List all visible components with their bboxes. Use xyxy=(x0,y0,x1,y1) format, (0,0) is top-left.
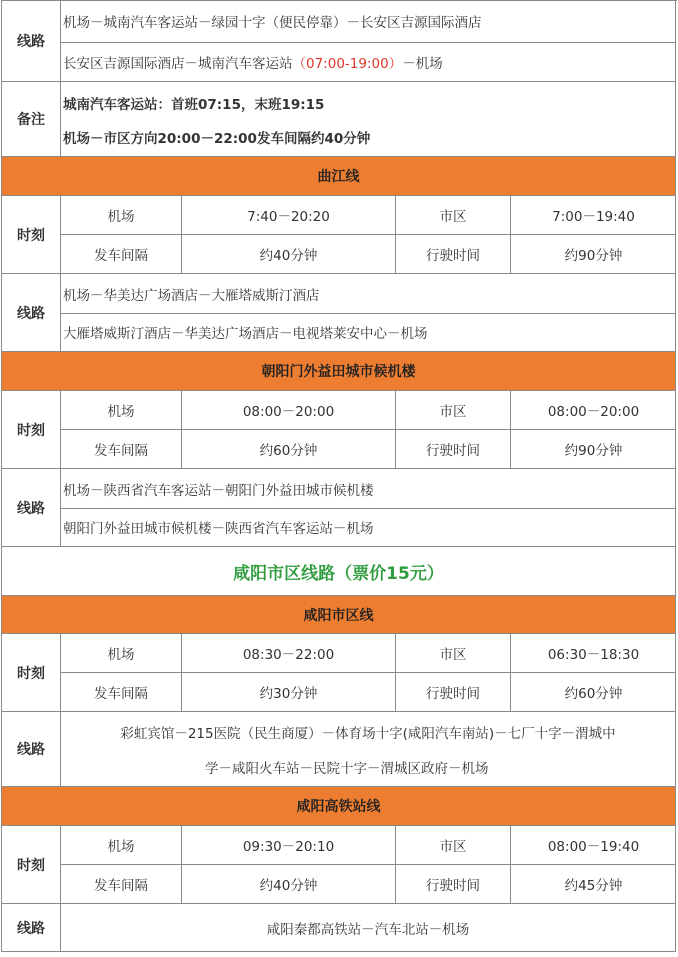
time-label: 时刻 xyxy=(2,391,61,468)
route-label: 线路 xyxy=(2,0,61,81)
airport-departure-time: 08:30－22:00 xyxy=(242,647,335,663)
airport-label: 机场 xyxy=(107,839,135,855)
interval-label: 发车间隔 xyxy=(94,443,148,459)
route-row xyxy=(1,712,676,787)
route-line: 彩虹宾馆－215医院（民生商厦）－体育场十字(咸阳汽车南站)－七厂十字－渭城中 xyxy=(120,726,616,742)
route-label: 线路 xyxy=(2,469,61,546)
interval-value: 约30分钟 xyxy=(259,686,318,702)
route-line: 机场－华美达广场酒店－大雁塔威斯汀酒店 xyxy=(61,274,675,314)
travel-time-value: 约90分钟 xyxy=(564,443,623,459)
airport-departure-time: 09:30－20:10 xyxy=(242,839,335,855)
route-line: 朝阳门外益田城市候机楼－陕西省汽车客运站－机场 xyxy=(63,521,374,537)
interval-value: 约40分钟 xyxy=(259,248,318,264)
route-header-chaoyang: 朝阳门外益田城市候机楼 xyxy=(1,352,676,391)
travel-time-value: 约60分钟 xyxy=(564,686,623,702)
route-label: 线路 xyxy=(2,904,61,951)
route-line: 长安区吉源国际酒店－城南汽车客运站 （07:00-19:00） －机场 xyxy=(61,42,675,81)
interval-value: 约60分钟 xyxy=(259,443,318,459)
travel-time-value: 约45分钟 xyxy=(564,878,623,894)
travel-time-label: 行驶时间 xyxy=(426,248,480,264)
airport-label: 机场 xyxy=(107,209,135,225)
time-label: 时刻 xyxy=(2,634,61,711)
service-hours: （07:00-19:00） xyxy=(292,55,403,72)
travel-time-label: 行驶时间 xyxy=(426,443,480,459)
route-line: 机场－陕西省汽车客运站－朝阳门外益田城市候机楼 xyxy=(61,469,675,509)
route-header-qujiang: 曲江线 xyxy=(1,157,676,196)
airport-label: 机场 xyxy=(107,404,135,420)
time-row xyxy=(1,826,676,904)
travel-time-label: 行驶时间 xyxy=(426,686,480,702)
route-row xyxy=(1,904,676,952)
airport-label: 机场 xyxy=(107,647,135,663)
note-row xyxy=(1,82,676,157)
schedule-table xyxy=(1,0,676,952)
time-label: 时刻 xyxy=(2,826,61,903)
note-line: 城南汽车客运站：首班07:15，末班19:15 xyxy=(63,97,325,113)
interval-value: 约40分钟 xyxy=(259,878,318,894)
interval-label: 发车间隔 xyxy=(94,248,148,264)
time-label: 时刻 xyxy=(2,196,61,273)
interval-label: 发车间隔 xyxy=(94,878,148,894)
city-label: 市区 xyxy=(439,839,467,855)
city-departure-time: 7:00－19:40 xyxy=(552,209,635,225)
time-row xyxy=(1,391,676,469)
route-row xyxy=(1,274,676,352)
travel-time-label: 行驶时间 xyxy=(426,878,480,894)
interval-label: 发车间隔 xyxy=(94,686,148,702)
city-departure-time: 06:30－18:30 xyxy=(547,647,640,663)
route-header-xianyang-hsr: 咸阳高铁站线 xyxy=(1,787,676,826)
note-label: 备注 xyxy=(2,82,61,156)
city-label: 市区 xyxy=(439,209,467,225)
city-departure-time: 08:00－19:40 xyxy=(547,839,640,855)
route-label: 线路 xyxy=(2,712,61,786)
route-label: 线路 xyxy=(2,274,61,351)
city-label: 市区 xyxy=(439,404,467,420)
section-title-xianyang: 咸阳市区线路（票价15元） xyxy=(1,547,676,596)
airport-departure-time: 08:00－20:00 xyxy=(242,404,335,420)
time-row xyxy=(1,196,676,274)
top-route-row xyxy=(1,0,676,82)
route-line: 大雁塔威斯汀酒店－华美达广场酒店－电视塔莱安中心－机场 xyxy=(63,326,428,342)
city-label: 市区 xyxy=(439,647,467,663)
route-line: 机场－城南汽车客运站－绿园十字（便民停靠）－长安区吉源国际酒店 xyxy=(61,0,675,43)
route-header-xianyang-city: 咸阳市区线 xyxy=(1,596,676,634)
route-row xyxy=(1,469,676,547)
route-line: 学－咸阳火车站－民院十字－渭城区政府－机场 xyxy=(205,761,489,777)
time-row xyxy=(1,634,676,712)
route-line: 咸阳秦都高铁站－汽车北站－机场 xyxy=(266,921,470,938)
travel-time-value: 约90分钟 xyxy=(564,248,623,264)
note-line: 机场－市区方向20:00－22:00发车间隔约40分钟 xyxy=(63,131,371,147)
airport-departure-time: 7:40－20:20 xyxy=(247,209,330,225)
city-departure-time: 08:00－20:00 xyxy=(547,404,640,420)
